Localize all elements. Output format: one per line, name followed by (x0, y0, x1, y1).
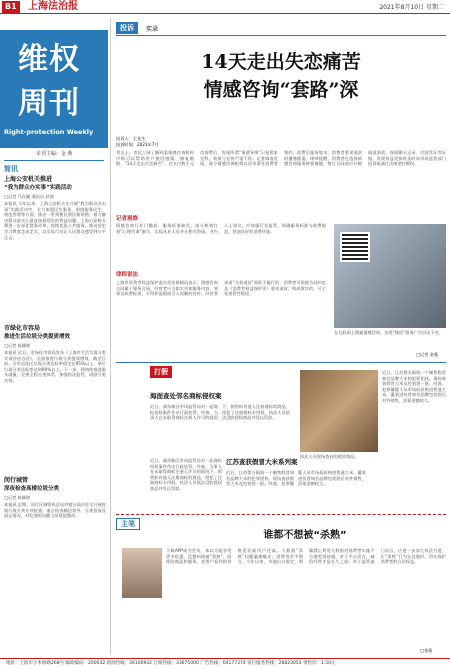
divider (116, 362, 446, 363)
chief-editor: 本刊主编：金 燕 (35, 151, 73, 157)
brief3-subheadline: 深夜检查高楼垃圾分类 (4, 486, 60, 492)
lead-photo (334, 224, 446, 328)
brief1-headline: 上海公安机关推进 (4, 176, 53, 183)
lawyer-body: 上海市消费者权益保护委员会法律顾问表示，情感咨询合同属于服务合同，经营者应当如实告知服务内容、效果及收费标准，不得作虚假或引人误解的宣传。经营者承诺“无效退款”却拒不履行的，消费者可依据合同约定及《消费者权益保护法》要求退款；构成欺诈的，可主张惩罚性赔偿。 (116, 280, 326, 297)
lead-column-suffix: 实录 (146, 26, 159, 33)
footer: 地址：上海市小木桥路268号 邮政编码：200032 新闻热线：34160932 订阅热线：33675000 广告热线：64177374 发行服务热线：28823053 零售价：1.50元 (0, 658, 450, 668)
crackdown-body2: 近日，江苏警方捣毁一个制售假冒知名品牌大米的犯罪团伙，现场查获假冒大米及包装袋一批。经查，犯罪嫌疑人从市场低价购进普通大米，灌装进仿冒知名品牌包装袋后对外销售，涉案金额较大。 (226, 470, 366, 487)
divider (4, 160, 104, 161)
crackdown-photo-caption: 执法人员现场查获的假冒商品。 (300, 454, 359, 459)
author-photo (122, 548, 162, 598)
brief2-subheadline: 推进生活垃圾分类提质增效 (4, 334, 71, 340)
brief1-body: 本报讯 今年以来，上海公安机关在开展“我为群众办实事”实践活动中，全力加强民生服务，围绕服务民生、规范管理等方面，推出一系列便民利民新举措，着力解决群众最关心最直接最现实的利益问题。上海公安机关将进一步深化警务改革，持续优化公共服务，推动党史学习教育走深走实，以实际行动让人民群众感受到公平正义。 (4, 201, 106, 240)
newspaper-title: 上海法治报 (28, 1, 78, 12)
lead-title-line2: 情感咨询“套路”深 (203, 79, 359, 101)
column-piece-title: 谁都不想被“杀熟” (263, 530, 347, 541)
crackdown-headline1: 海面查处邻名商标侵权案 (150, 392, 222, 400)
brief3-reporter: □记者 陈颖婷 (4, 495, 31, 500)
column-banner (0, 30, 108, 148)
crackdown-body1-continued: 近日，浦东新区市场监管局对一起商标侵权案件作出行政处罚。经查，当事人在未取得商标注册人许可的情况下，销售标有他人注册商标的商品，侵犯了注册商标专用权。执法人员依法没收侵权商品并处以罚款。 (150, 458, 222, 491)
crackdown-body1: 近日，浦东新区市场监管局对一起商标侵权案件作出行政处罚。经查，当事人在未取得商标注册人许可的情况下，销售标有他人注册商标的商品，侵犯了注册商标专用权。执法人员依法没收侵权商品并处以罚款。 (150, 404, 290, 421)
brief3-headline: 闵行城管 (4, 477, 29, 484)
complainant: 投诉人：王先生 (116, 136, 146, 141)
brief1-subheadline: “我为群众办实事”实践活动 (4, 185, 72, 191)
column-piece-byline: □金燕 (420, 648, 433, 653)
lead-body: 刘女士，市民上网了解到某情感咨询机构声称可以帮助用户挽回感情、修复婚姻，“14天走出失恋痛苦”。在支付数千元咨询费后，发现所谓“情感导师”只是照本宣科，效果与宣传严重不符。记者调查发现，部分情感咨询机构以话术诱导消费者签约，收费后服务缩水，消费者要求退款时遭遇推诿。律师提醒，消费者在选择情感咨询服务时要谨慎，签订合同前应仔细阅读条款，保留聊天记录、付款凭证等证据，发现权益受损时及时向市场监管部门投诉或通过法律途径维权。 (116, 150, 446, 167)
crackdown-photo (300, 370, 378, 452)
issue-date: 2021年8月10日 星期二 (379, 4, 444, 11)
observe-label: 记者观察 (116, 216, 139, 222)
brief2-reporter: □记者 陈颖婷 (4, 343, 31, 348)
column-piece-body: 下载APP成为会员，本以为能享受更多优惠，没想到却被“杀熟”。同样的商品和服务，老用户看到的价格竟比新用户还高。大数据“杀熟”问题屡被曝光，消费者苦不堪言。今年以来，多地出台规定，明确禁止利用大数据对消费者实施不合理差别待遇。对于平台而言，诚信经营才是长久之道；对于监管部门而言，应进一步加大执法力度，让“杀熟”行为无处遁形，切实保护消费者的合法权益。 (166, 548, 446, 565)
brief-section-label: 简讯 (4, 165, 18, 173)
qr-code-icon (340, 232, 370, 262)
crackdown-headline2: 江苏查获假冒大米系列案 (226, 458, 298, 466)
lead-photo-caption: 在互联网上搜索情感咨询，各类“挽回”服务广告层出不穷。 (334, 330, 444, 335)
complaint-time: 投诉时间：2021年7月 (116, 142, 159, 147)
brief1-reporter: □记者 马在颖 通讯员 赵倩 (4, 194, 54, 199)
column-divider (110, 18, 111, 654)
lead-title-line1: 14天走出失恋痛苦 (201, 51, 361, 73)
observe-body: 情感咨询行业门槛低、服务标准缺失，部分机构打着“心理咨询”旗号，实际从业人员并无相关资质。业内人士建议，应加强行业监管，明确服务标准与收费规范，营造良好的消费环境。 (116, 223, 326, 234)
brief2-headline: 市绿化市容局 (4, 325, 41, 332)
banner-english: Right-protection Weekly (4, 128, 94, 136)
lawyer-label: 律师说法 (116, 272, 139, 278)
crackdown-side-body: 近日，江苏警方捣毁一个制售假冒知名品牌大米的犯罪团伙，现场查获假冒大米及包装袋一批。经查，犯罪嫌疑人从市场低价购进普通大米，灌装进仿冒知名品牌包装袋后对外销售，涉案金额较大。 (382, 370, 446, 403)
lead-column-tag: 投诉 (116, 22, 138, 34)
banner-title-line2: 周刊 (18, 86, 80, 121)
brief2-body: 本报讯 近日，市绿化市容局发布《上海市生活垃圾分类实效评估办法》，全面推进垃圾分类提质增效。截至目前，全市居住区垃圾分类达标率稳定在95%以上，单位垃圾分类达标率达到90%以上。下一步，将持续推进源头减量，完善全程分类体系，加强执法监管，巩固分类实效。 (4, 350, 106, 383)
crackdown-column-tag: 打假 (150, 366, 172, 378)
banner-title-line1: 维权 (18, 42, 80, 77)
divider (116, 514, 446, 515)
lead-byline: □记者 金燕 (416, 352, 439, 357)
column-piece-tag: 主笔 (116, 518, 140, 530)
brief3-body: 本报讯 近期，闵行区城管执法局对辖区高层住宅开展夜间垃圾分类专项检查，重点检查桶边督导、分类投放及清运情况，对发现的问题当场督促整改。 (4, 502, 106, 519)
page-number: B1 (2, 1, 20, 13)
divider (116, 35, 446, 36)
